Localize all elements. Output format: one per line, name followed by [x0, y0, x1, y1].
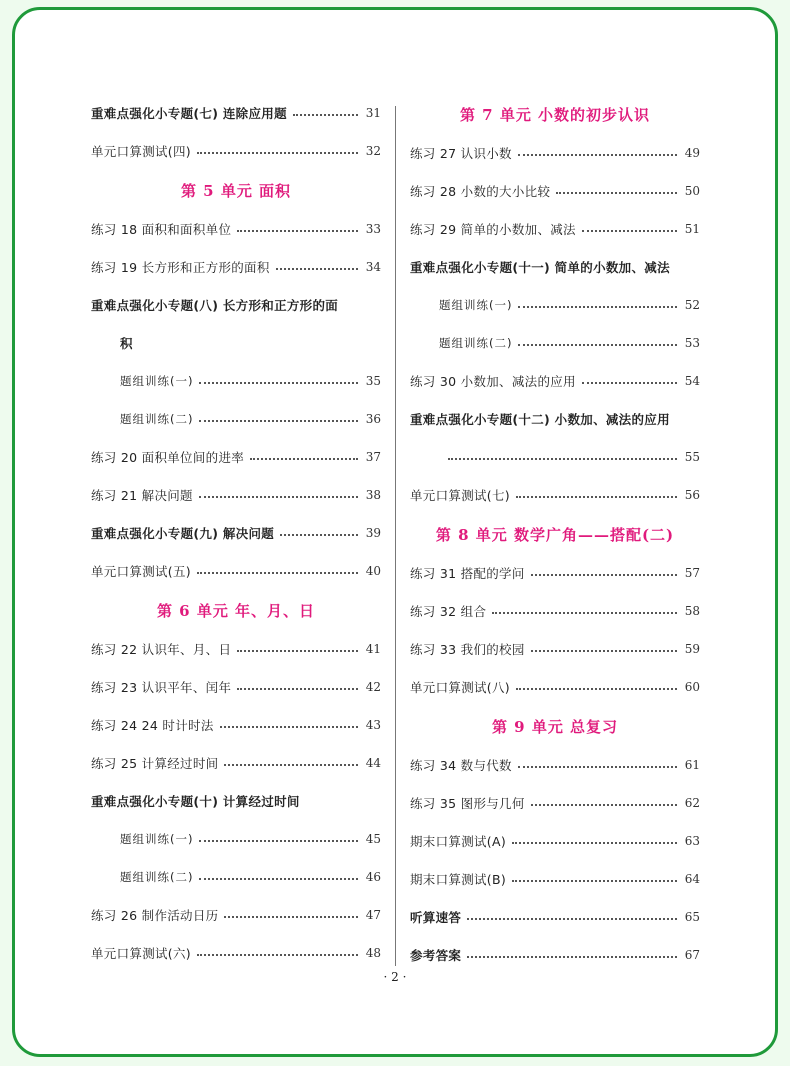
toc-entry-title: 题组训练(一): [120, 832, 194, 846]
toc-entry[interactable]: [410, 822, 700, 860]
dot-leader: [199, 840, 357, 842]
toc-entry[interactable]: [410, 630, 700, 668]
toc-page-number: 31: [365, 106, 381, 120]
toc-page-number: 43: [365, 718, 381, 732]
dot-leader: [276, 268, 358, 270]
toc-entry-title: 题组训练(一): [439, 298, 513, 312]
dot-leader: [518, 344, 676, 346]
toc-page-number: 63: [684, 834, 700, 848]
toc-entry: [91, 286, 381, 324]
dot-leader: [224, 916, 357, 918]
page-number: · 2 ·: [383, 970, 407, 984]
dot-leader: [531, 574, 677, 576]
toc-entry-title: 重难点强化小专题(八) 长方形和正方形的面: [91, 298, 339, 313]
toc-entry-title: 练习 32 组合: [410, 604, 487, 619]
toc-entry-title: 练习 29 简单的小数加、减法: [410, 222, 576, 237]
toc-entry[interactable]: [410, 172, 700, 210]
toc-entry[interactable]: [91, 132, 381, 170]
toc-page-number: 37: [365, 450, 381, 464]
toc-entry[interactable]: [410, 210, 700, 248]
toc-entry-title: 练习 20 面积单位间的进率: [91, 450, 245, 465]
toc-entry-title: 重难点强化小专题(十二) 小数加、减法的应用: [410, 412, 670, 427]
toc-entry[interactable]: [91, 630, 381, 668]
dot-leader: [237, 650, 357, 652]
toc-entry-title: 练习 18 面积和面积单位: [91, 222, 232, 237]
toc-entry[interactable]: [91, 400, 381, 438]
toc-entry-title: 单元口算测试(六): [91, 946, 191, 961]
dot-leader: [467, 956, 677, 958]
dot-leader: [197, 152, 358, 154]
dot-leader: [237, 688, 357, 690]
toc-page-number: 60: [684, 680, 700, 694]
toc-page-number: 59: [684, 642, 700, 656]
toc-entry[interactable]: [410, 936, 700, 974]
dot-leader: [199, 382, 357, 384]
dot-leader: [197, 954, 358, 956]
toc-entry-title: 题组训练(二): [120, 412, 194, 426]
toc-entry: [91, 324, 381, 362]
toc-page-number: 39: [365, 526, 381, 540]
toc-entry-title: 重难点强化小专题(十一) 简单的小数加、减法: [410, 260, 670, 275]
toc-entry[interactable]: [91, 668, 381, 706]
toc-entry[interactable]: [410, 554, 700, 592]
toc-entry[interactable]: [410, 592, 700, 630]
toc-entry: [410, 400, 700, 438]
dot-leader: [197, 572, 358, 574]
toc-entry[interactable]: [410, 438, 700, 476]
toc-entry-title: 题组训练(一): [120, 374, 194, 388]
toc-entry[interactable]: [410, 134, 700, 172]
dot-leader: [224, 764, 357, 766]
toc-right-column: [410, 94, 700, 974]
column-divider: [395, 106, 396, 966]
toc-entry-title: 练习 22 认识年、月、日: [91, 642, 232, 657]
toc-entry[interactable]: [410, 668, 700, 706]
toc-page-number: 67: [684, 948, 700, 962]
dot-leader: [199, 420, 357, 422]
toc-entry-title: 单元口算测试(五): [91, 564, 191, 579]
dot-leader: [512, 842, 677, 844]
dot-leader: [250, 458, 358, 460]
unit-heading: 第 9 单元 总复习: [491, 717, 619, 736]
toc-page-number: 42: [365, 680, 381, 694]
toc-page-number: 62: [684, 796, 700, 810]
toc-page-number: 48: [365, 946, 381, 960]
toc-entry-title: 练习 27 认识小数: [410, 146, 512, 161]
toc-entry-title: 积: [120, 336, 133, 351]
toc-page-number: 51: [684, 222, 700, 236]
toc-page-number: 44: [365, 756, 381, 770]
toc-entry-title: 单元口算测试(八): [410, 680, 510, 695]
toc-entry-title: 练习 21 解决问题: [91, 488, 193, 503]
toc-entry[interactable]: [91, 438, 381, 476]
dot-leader: [512, 880, 677, 882]
toc-entry-title: 参考答案: [410, 948, 462, 963]
toc-entry[interactable]: [91, 248, 381, 286]
toc-entry[interactable]: [410, 746, 700, 784]
toc-entry-title: 练习 31 搭配的学问: [410, 566, 525, 581]
toc-entry-title: 重难点强化小专题(七) 连除应用题: [91, 106, 287, 121]
toc-page-number: 34: [365, 260, 381, 274]
toc-entry-title: 期末口算测试(A): [410, 834, 507, 849]
toc-entry-title: 练习 19 长方形和正方形的面积: [91, 260, 270, 275]
toc-entry[interactable]: [91, 210, 381, 248]
toc-page-number: 33: [365, 222, 381, 236]
dot-leader: [582, 230, 677, 232]
toc-entry[interactable]: [91, 362, 381, 400]
dot-leader: [518, 766, 677, 768]
toc-page-number: 55: [684, 450, 700, 464]
toc-page-number: 50: [684, 184, 700, 198]
dot-leader: [293, 114, 358, 116]
toc-entry-title: 练习 24 24 时计时法: [91, 718, 214, 733]
toc-entry-title: 期末口算测试(B): [410, 872, 507, 887]
dot-leader: [516, 688, 677, 690]
toc-entry[interactable]: [91, 820, 381, 858]
unit-heading: 第 7 单元 小数的初步认识: [459, 105, 651, 124]
toc-entry-title: 题组训练(二): [439, 336, 513, 350]
toc-entry[interactable]: [91, 896, 381, 934]
toc-entry[interactable]: [410, 784, 700, 822]
dot-leader: [448, 458, 677, 460]
toc-entry-title: 题组训练(二): [120, 870, 194, 884]
dot-leader: [492, 612, 676, 614]
dot-leader: [199, 878, 357, 880]
toc-entry: [91, 782, 381, 820]
dot-leader: [467, 918, 677, 920]
toc-entry[interactable]: [410, 324, 700, 362]
toc-entry-title: 练习 25 计算经过时间: [91, 756, 219, 771]
toc-page-number: 46: [365, 870, 381, 884]
toc-entry[interactable]: [91, 706, 381, 744]
toc-entry-title: 练习 30 小数加、减法的应用: [410, 374, 576, 389]
toc-left-column: [91, 94, 381, 972]
dot-leader: [220, 726, 358, 728]
unit-heading: 第 6 单元 年、月、日: [156, 601, 316, 620]
toc-entry[interactable]: [91, 934, 381, 972]
toc-entry-title: 单元口算测试(七): [410, 488, 510, 503]
toc-page-number: 47: [365, 908, 381, 922]
toc-entry-title: 单元口算测试(四): [91, 144, 191, 159]
toc-entry[interactable]: [91, 514, 381, 552]
toc-page-number: 58: [684, 604, 700, 618]
dot-leader: [280, 534, 358, 536]
dot-leader: [531, 804, 677, 806]
toc-entry-title: 练习 26 制作活动日历: [91, 908, 219, 923]
toc-page-number: 54: [684, 374, 700, 388]
toc-page-number: 32: [365, 144, 381, 158]
toc-entry[interactable]: [91, 476, 381, 514]
toc-entry[interactable]: [91, 858, 381, 896]
toc-page-number: 40: [365, 564, 381, 578]
dot-leader: [518, 306, 676, 308]
dot-leader: [582, 382, 677, 384]
toc-entry[interactable]: [91, 744, 381, 782]
toc-page-number: 49: [684, 146, 700, 160]
toc-page-number: 56: [684, 488, 700, 502]
toc-page-number: 61: [684, 758, 700, 772]
toc-entry[interactable]: [410, 286, 700, 324]
toc-entry-title: 练习 35 图形与几何: [410, 796, 525, 811]
toc-entry[interactable]: [91, 94, 381, 132]
toc-entry-title: 重难点强化小专题(十) 计算经过时间: [91, 794, 300, 809]
toc-page-number: 41: [365, 642, 381, 656]
dot-leader: [199, 496, 358, 498]
toc-page-number: 45: [365, 832, 381, 846]
toc-page-number: 53: [684, 336, 700, 350]
toc-entry[interactable]: [410, 860, 700, 898]
toc-page-number: 36: [365, 412, 381, 426]
toc-entry-title: 练习 28 小数的大小比较: [410, 184, 551, 199]
toc-entry[interactable]: [91, 552, 381, 590]
toc-entry: [410, 248, 700, 286]
toc-entry-title: 练习 34 数与代数: [410, 758, 512, 773]
dot-leader: [516, 496, 677, 498]
toc-entry[interactable]: [410, 898, 700, 936]
toc-page-number: 35: [365, 374, 381, 388]
toc-page-number: 57: [684, 566, 700, 580]
dot-leader: [237, 230, 357, 232]
toc-entry[interactable]: [410, 362, 700, 400]
unit-heading: 第 5 单元 面积: [180, 181, 292, 200]
unit-heading: 第 8 单元 数学广角——搭配(二): [435, 525, 675, 544]
toc-entry[interactable]: [410, 476, 700, 514]
toc-entry-title: 重难点强化小专题(九) 解决问题: [91, 526, 275, 541]
dot-leader: [531, 650, 677, 652]
toc-page-number: 52: [684, 298, 700, 312]
toc-page-number: 38: [365, 488, 381, 502]
toc-entry-title: 练习 33 我们的校园: [410, 642, 525, 657]
toc-page-number: 64: [684, 872, 700, 886]
toc-entry-title: 练习 23 认识平年、闰年: [91, 680, 232, 695]
toc-page-number: 65: [684, 910, 700, 924]
dot-leader: [556, 192, 676, 194]
toc-entry-title: 听算速答: [410, 910, 462, 925]
dot-leader: [518, 154, 677, 156]
